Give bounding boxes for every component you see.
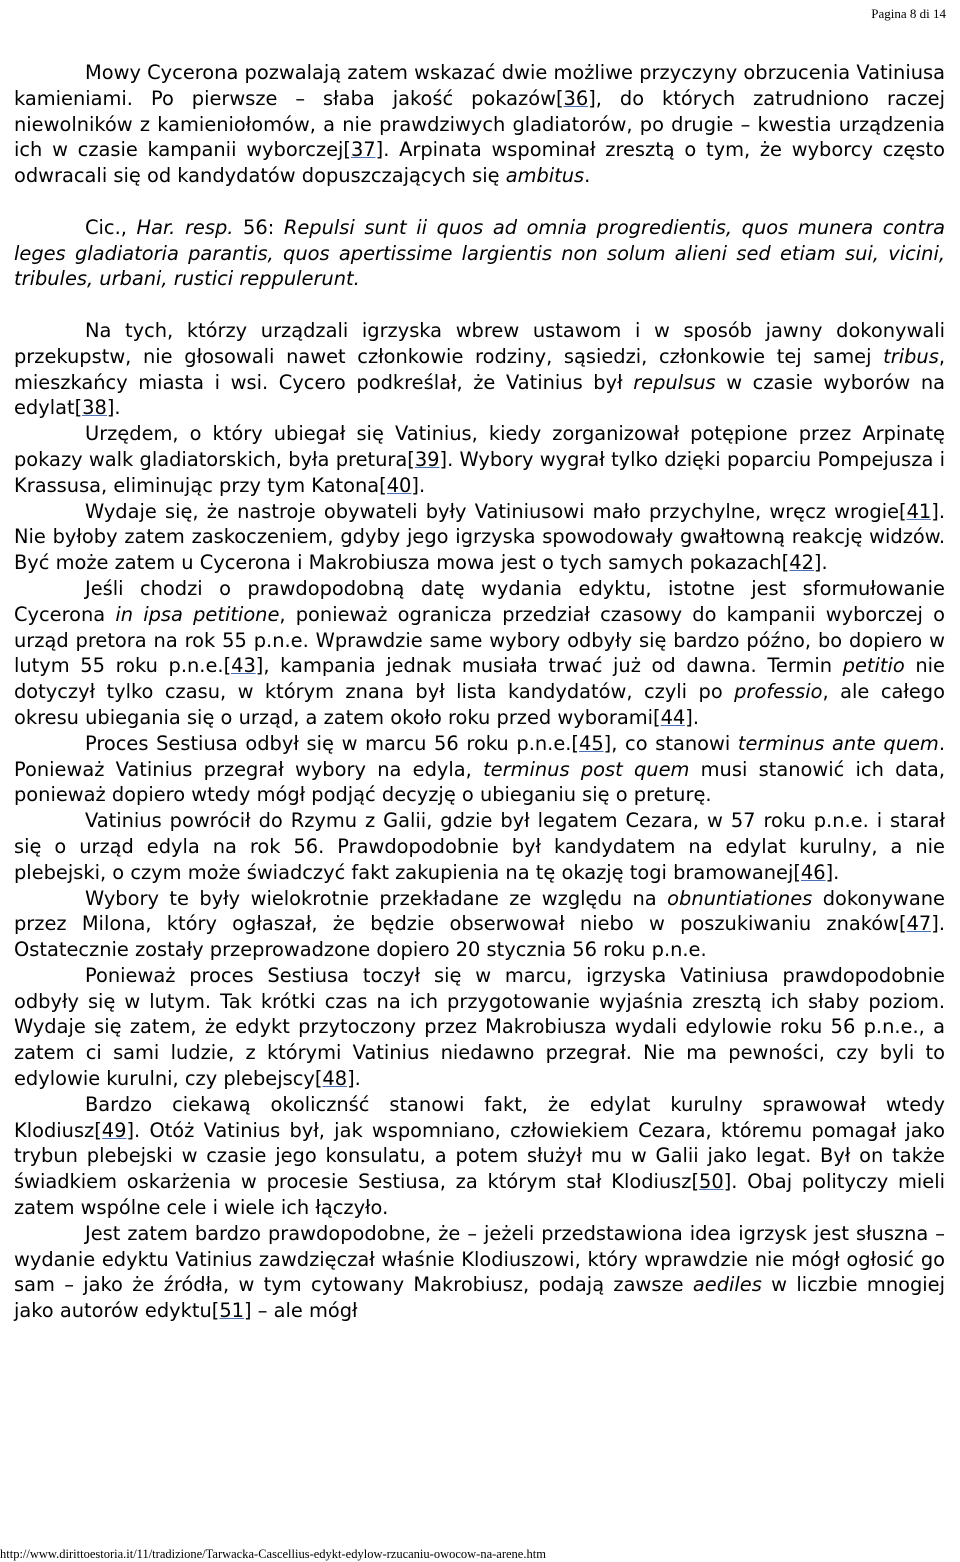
italic-term: tribus <box>883 344 939 368</box>
footnote-link[interactable]: [48] <box>314 1067 355 1091</box>
paragraph <box>14 576 945 731</box>
text-run: . Wybory wygrał tylko dzięki poparciu Pompejusza i Krassusa, eliminując przy tym Katona <box>14 447 946 497</box>
footnote-link[interactable]: [50] <box>691 1170 732 1194</box>
paragraph <box>14 1092 945 1221</box>
text-run: dokonywane przez Milona, który ogłaszał, że będzie obserwował niebo w poszukiwaniu znaków <box>14 886 945 936</box>
italic-term: terminus post quem <box>483 757 690 781</box>
italic-term: terminus ante quem <box>737 731 939 755</box>
text-run: , ponieważ ogranicza przedział czasowy do kampanii wyborczej o urząd pretora na rok 55 p.n.e. Wprawdzie same wybory odbyły się bardzo późno, bo dopiero w lutym 55 roku p.n.e. <box>14 602 945 678</box>
text-run: Vatinius powrócił do Rzymu z Galii, gdzie był legatem Cezara, w 57 roku p.n.e. i starał się o urząd edyla na rok 56. Prawdopodobnie był kandydatem na edylat kurulny, a nie plebejski, o czym może świadczyć fakt zakupienia na tę okazję togi bramowanej <box>14 809 945 884</box>
italic-term: Har. resp. <box>136 215 234 239</box>
paragraph <box>14 318 945 421</box>
footnote-link[interactable]: [38] <box>74 396 115 420</box>
text-run: . <box>114 396 121 420</box>
text-run: – ale mógł <box>251 1299 358 1323</box>
footnote-link[interactable]: [46] <box>793 860 834 884</box>
italic-term: professio <box>734 680 823 704</box>
footnote-link[interactable]: [36] <box>555 86 596 110</box>
text-run: . <box>692 705 699 729</box>
text-run: . Arpinata wspominał zresztą o tym, że wyborcy często odwracali się od kandydatów dopuszczających się <box>14 138 945 188</box>
italic-term: obnuntiationes <box>667 886 813 910</box>
text-run: Bardzo ciekawą okolicznść stanowi fakt, że edylat kurulny sprawował wtedy Klodiusz <box>14 1092 945 1142</box>
paragraph <box>14 60 945 189</box>
footnote-link[interactable]: [43] <box>223 654 264 678</box>
text-run: Cic., <box>85 215 137 239</box>
paragraph <box>14 1221 945 1324</box>
footnote-link[interactable]: [42] <box>781 551 822 575</box>
text-run: Urzędem, o który ubiegał się Vatinius, kiedy zorganizował potępione przez Arpinatę pokazy walk gladiatorskich, była pretura <box>14 422 945 471</box>
paragraph <box>14 499 945 576</box>
text-run: w liczbie mnogiej jako autorów edyktu <box>14 1273 945 1323</box>
paragraph <box>14 886 945 963</box>
text-run: . <box>418 473 426 497</box>
text-run: Proces Sestiusa odbył się w marcu 56 roku p.n.e. <box>85 731 572 755</box>
text-run: . <box>584 164 591 188</box>
article-body <box>14 60 945 1324</box>
text-run: Jest zatem bardzo prawdopodobne, że – jeżeli przedstawiona idea igrzysk jest słuszna – wydanie edyktu Vatinius zawdzięczał właśnie Klodiuszowi, który wprawdzie nie mógł ogłosić go sam – jako że źródła, w tym cytowany Makrobiusz, podają zawsze <box>14 1221 945 1297</box>
text-run: . Obaj polityczy mieli zatem wspólne cele i wiele ich łączyło. <box>14 1170 945 1220</box>
text-run: , do których zatrudniono raczej niewolników z kamieniołomów, a nie prawdziwych gladiatorów, po drugie – kwestia urządzenia ich w czasie kampanii wyborczej <box>14 86 945 162</box>
text-run: , mieszkańcy miasta i wsi. Cycero podkreślał, że Vatinius był <box>14 344 945 394</box>
footnote-link[interactable]: [39] <box>407 447 448 471</box>
text-run: , co stanowi <box>611 731 738 755</box>
text-run: . Otóż Vatinius był, jak wspomniano, człowiekiem Cezara, któremu pomagał jako trybun plebejski w czasie jego konsulatu, a potem służył mu w Galii jako legat. Był on także świadkiem oskarżenia w procesie Sestiusa, za którym stał Klodiusz <box>14 1118 945 1194</box>
text-run: , ale całego okresu ubiegania się o urząd, a zatem około roku przed wyborami <box>14 680 945 729</box>
footer-url: http://www.dirittoestoria.it/11/tradizione/Tarwacka-Cascellius-edykt-edylow-rzucaniu-owocow-na-arene.htm <box>0 1547 546 1561</box>
paragraph <box>14 808 945 885</box>
paragraph <box>14 421 945 498</box>
text-run: Mowy Cycerona pozwalają zatem wskazać dwie możliwe przyczyny obrzucenia Vatiniusa kamieniami. Po pierwsze – słaba jakość pokazów <box>14 61 945 110</box>
text-run: . Nie byłoby zatem zaskoczeniem, gdyby jego igrzyska spowodowały gwałtowną reakcję widzów. Być może zatem u Cycerona i Makrobiusza mowa jest o tych samych pokazach <box>14 499 945 575</box>
text-run: Na tych, którzy urządzali igrzyska wbrew ustawom i w sposób jawny dokonywali przekupstw, nie głosowali nawet członkowie rodziny, sąsiedzi, członkowie tej samej <box>14 318 945 368</box>
italic-term: aediles <box>692 1273 762 1297</box>
latin-quote <box>14 215 945 292</box>
italic-term: in ipsa petitione <box>115 602 280 626</box>
text-run: w czasie wyborów na edylat <box>14 370 945 420</box>
text-run: . <box>821 551 828 575</box>
page-number: Pagina 8 di 14 <box>871 6 946 21</box>
footnote-link[interactable]: [44] <box>653 705 693 729</box>
footnote-link[interactable]: [41] <box>899 499 939 523</box>
text-run: . Ponieważ Vatinius przegrał wybory na edyla, <box>14 731 945 781</box>
text-run: Jeśli chodzi o prawdopodobną datę wydania edyktu, istotne jest sformułowanie Cycerona <box>14 576 945 626</box>
footnote-link[interactable]: [47] <box>899 912 939 936</box>
italic-term: petitio <box>842 654 905 678</box>
text-run: musi stanowić ich data, ponieważ dopiero wtedy mógł podjąć decyzję o ubieganiu się o preturę. <box>14 757 945 807</box>
footnote-link[interactable]: [45] <box>571 731 612 755</box>
text-run: . Ostatecznie zostały przeprowadzone dopiero 20 stycznia 56 roku p.n.e. <box>14 912 945 962</box>
italic-term: ambitus <box>505 164 585 188</box>
footnote-link[interactable]: [40] <box>379 473 419 497</box>
text-run: nie dotyczył tylko czasu, w którym znana był lista kandydatów, czyli po <box>14 654 945 704</box>
footnote-link[interactable]: [37] <box>343 138 384 162</box>
text-run: , kampania jednak musiała trwać już od dawna. Termin <box>263 654 843 678</box>
text-run: Wybory te były wielokrotnie przekładane ze względu na <box>85 886 668 910</box>
text-run: . <box>354 1067 361 1091</box>
text-run: Ponieważ proces Sestiusa toczył się w marcu, igrzyska Vatiniusa prawdopodobnie odbyły się w lutym. Tak krótki czas na ich przygotowanie wyjaśnia zresztą ich słaby poziom. Wydaje się zatem, że edykt przytoczony przez Makrobiusza wydali edylowie roku 56 p.n.e., a zatem ci sami ludzie, z którymi Vatinius niedawno przegrał. Nie ma pewności, czy byli to edylowie kurulni, czy plebejscy <box>14 963 945 1091</box>
text-run: . <box>833 860 840 884</box>
italic-term: repulsus <box>633 370 716 394</box>
italic-term: Repulsi sunt ii quos ad omnia progredientis, quos munera contra leges gladiatoria parantis, quos apertissime largientis non solum alieni sed etiam sui, vicini, tribules, urbani, rustici reppulerunt. <box>14 215 945 291</box>
footnote-link[interactable]: [51] <box>211 1299 252 1323</box>
paragraph <box>14 963 945 1092</box>
text-run: 56: <box>233 215 284 239</box>
text-run: Wydaje się, że nastroje obywateli były Vatiniusowi mało przychylne, wręcz wrogie <box>85 499 900 523</box>
footnote-link[interactable]: [49] <box>94 1118 135 1142</box>
paragraph <box>14 731 945 808</box>
